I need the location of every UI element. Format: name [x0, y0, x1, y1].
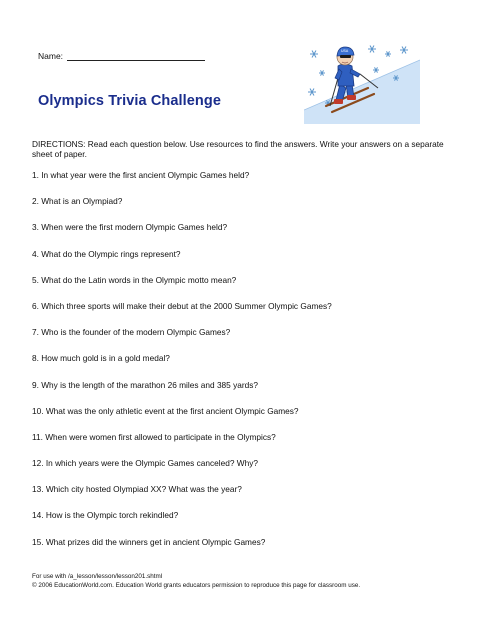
question-item: 11. When were women first allowed to participate in the Olympics? [32, 431, 276, 442]
skier-icon [304, 40, 420, 124]
question-item: 9. Why is the length of the marathon 26 miles and 385 yards? [32, 379, 258, 390]
question-item: 6. Which three sports will make their debut at the 2000 Summer Olympic Games? [32, 300, 332, 311]
page-footer [32, 573, 360, 590]
question-item: 4. What do the Olympic rings represent? [32, 248, 181, 259]
question-item: 1. In what year were the first ancient Olympic Games held? [32, 170, 250, 180]
svg-text:USA: USA [341, 49, 349, 53]
question-item: 8. How much gold is in a gold medal? [32, 353, 170, 364]
footer-copyright: © 2006 EducationWorld.com. Education World grants educators permission to reproduce this page for classroom use. [32, 581, 361, 589]
question-list [32, 170, 332, 563]
question-item: 12. In which years were the Olympic Games canceled? Why? [32, 458, 258, 469]
directions-text: DIRECTIONS: Read each question below. Use resources to find the answers. Write your answers on a separate sheet of paper. [32, 139, 444, 159]
question-item: 13. Which city hosted Olympiad XX? What was the year? [32, 484, 242, 495]
question-item: 5. What do the Latin words in the Olympic motto mean? [32, 274, 237, 285]
question-item: 2. What is an Olympiad? [32, 196, 123, 207]
question-item: 15. What prizes did the winners get in ancient Olympic Games? [32, 536, 266, 547]
question-item: 7. Who is the founder of the modern Olympic Games? [32, 327, 231, 338]
name-label: Name: [38, 51, 64, 61]
question-item: 10. What was the only athletic event at the first ancient Olympic Games? [32, 405, 299, 416]
footer-lesson-link: For use with /a_lesson/lesson/lesson201.shtml [32, 573, 163, 580]
name-blank-line [67, 52, 205, 61]
question-item: 3. When were the first modern Olympic Games held? [32, 222, 228, 233]
snow-slope [304, 60, 420, 124]
page-title: Olympics Trivia Challenge [38, 93, 222, 109]
name-field [38, 51, 205, 61]
question-item: 14. How is the Olympic torch rekindled? [32, 510, 179, 521]
